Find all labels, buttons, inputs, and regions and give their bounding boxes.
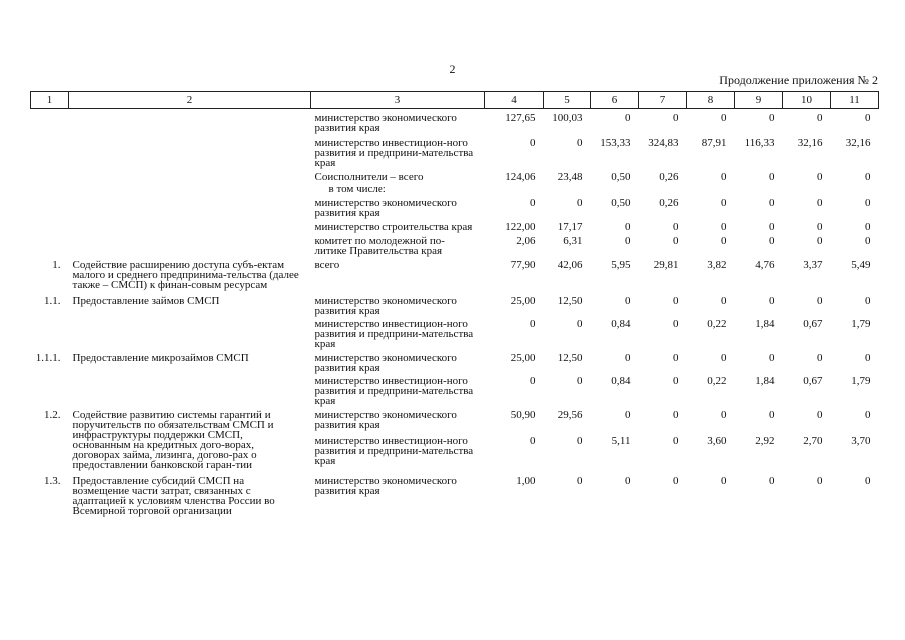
- value-cell: 0: [625, 475, 631, 487]
- value-cell: 29,56: [557, 409, 583, 421]
- event-name: [69, 316, 311, 349]
- column-header: 6: [591, 92, 639, 109]
- value-cell: 0: [817, 171, 823, 183]
- value-cell: 0: [817, 295, 823, 307]
- value-cell: 0: [817, 235, 823, 247]
- value-cell: 0: [769, 352, 775, 364]
- value-cell: 0: [673, 352, 679, 364]
- table-row: [31, 256, 879, 290]
- value-cell: 1,79: [851, 318, 871, 330]
- value-cell: 0: [721, 475, 727, 487]
- value-cell: [831, 182, 879, 194]
- value-cell: 0: [673, 318, 679, 330]
- executor: министерство инвестицион-ного развития и предприни-мательства края: [314, 435, 474, 468]
- event-name: Предоставление микрозаймов СМСП: [72, 352, 249, 364]
- event-name: [69, 218, 311, 232]
- table-row: [31, 316, 879, 349]
- value-cell: [639, 182, 687, 194]
- value-cell: 0,22: [707, 375, 727, 387]
- value-cell: 0: [769, 171, 775, 183]
- value-cell: [783, 182, 831, 194]
- value-cell: 0: [625, 221, 631, 233]
- executor: всего: [314, 259, 340, 271]
- value-cell: 3,70: [851, 435, 871, 448]
- value-cell: 12,50: [557, 295, 583, 307]
- row-number: [31, 373, 69, 406]
- value-cell: 77,90: [510, 259, 536, 271]
- executor: Соисполнители – всего: [314, 171, 424, 183]
- value-cell: 0: [625, 235, 631, 247]
- executor: министерство инвестицион-ного развития и предприни-мательства края: [314, 318, 474, 350]
- value-cell: 0: [625, 112, 631, 124]
- value-cell: 0: [577, 375, 583, 387]
- executor: комитет по молодежной по-литике Правительства края: [314, 235, 445, 257]
- value-cell: 0: [865, 171, 871, 183]
- value-cell: 5,49: [851, 259, 871, 271]
- value-cell: 32,16: [845, 137, 871, 149]
- value-cell: 0: [817, 352, 823, 364]
- value-cell: 2,06: [516, 235, 536, 247]
- value-cell: 0: [865, 352, 871, 364]
- executor: министерство строительства края: [314, 221, 473, 233]
- value-cell: 127,65: [505, 112, 536, 124]
- value-cell: 0: [673, 409, 679, 421]
- row-number: 1.: [52, 259, 61, 271]
- column-header: 9: [735, 92, 783, 109]
- value-cell: [591, 182, 639, 194]
- value-cell: 0: [817, 112, 823, 124]
- value-cell: 0,84: [611, 318, 631, 330]
- table-row: [31, 133, 879, 168]
- value-cell: 87,91: [701, 137, 727, 149]
- value-cell: 324,83: [648, 137, 679, 149]
- table-body: [31, 92, 879, 517]
- value-cell: 32,16: [797, 137, 823, 149]
- value-cell: [485, 182, 544, 194]
- value-cell: 25,00: [510, 295, 536, 307]
- executor: министерство инвестицион-ного развития и предприни-мательства края: [314, 137, 474, 169]
- value-cell: 0: [673, 375, 679, 387]
- value-cell: 42,06: [557, 259, 583, 271]
- row-number: [31, 194, 69, 218]
- value-cell: 3,82: [707, 259, 727, 271]
- value-cell: 0: [865, 409, 871, 421]
- column-header: 2: [69, 92, 311, 109]
- value-cell: 0,67: [803, 375, 823, 387]
- row-number: [31, 109, 69, 134]
- value-cell: 1,84: [755, 318, 775, 330]
- value-cell: 5,11: [611, 435, 631, 448]
- value-cell: 0,50: [611, 171, 631, 183]
- value-cell: 0: [673, 475, 679, 487]
- value-cell: [544, 182, 591, 194]
- executor: министерство экономического развития края: [314, 112, 457, 134]
- header-row: [31, 92, 879, 109]
- value-cell: 0: [673, 221, 679, 233]
- executor: министерство экономического развития края: [314, 197, 457, 219]
- table-row: [31, 373, 879, 406]
- column-header: 1: [31, 92, 69, 109]
- event-name: Предоставление субсидий СМСП на возмещение части затрат, связанных с адаптацией к условиям членства России во Всемирной торговой организации: [72, 475, 275, 517]
- column-header: 8: [687, 92, 735, 109]
- value-cell: 0: [530, 318, 536, 330]
- continuation-caption: Продолжение приложения № 2: [719, 73, 878, 87]
- table-row: [31, 290, 879, 316]
- value-cell: 1,79: [851, 375, 871, 387]
- value-cell: 0: [769, 221, 775, 233]
- row-number: 1.1.1.: [35, 352, 61, 364]
- value-cell: 116,33: [744, 137, 775, 149]
- value-cell: 0: [817, 475, 823, 487]
- value-cell: 153,33: [600, 137, 631, 149]
- column-header: 7: [639, 92, 687, 109]
- value-cell: 0: [673, 112, 679, 124]
- value-cell: 2,70: [803, 435, 823, 448]
- value-cell: 124,06: [505, 171, 536, 183]
- value-cell: 0,22: [707, 318, 727, 330]
- value-cell: 0: [530, 197, 536, 209]
- value-cell: 0: [673, 295, 679, 307]
- value-cell: 0: [577, 475, 583, 487]
- value-cell: 1,84: [755, 375, 775, 387]
- value-cell: 3,37: [803, 259, 823, 271]
- event-name: [69, 373, 311, 406]
- table-row: [31, 349, 879, 373]
- table-row: [31, 232, 879, 256]
- value-cell: 0: [721, 235, 727, 247]
- value-cell: 0: [721, 197, 727, 209]
- value-cell: 0: [769, 112, 775, 124]
- value-cell: 0: [673, 235, 679, 247]
- event-name: [69, 194, 311, 218]
- row-number: [31, 232, 69, 256]
- event-name: [69, 232, 311, 256]
- value-cell: 0: [865, 112, 871, 124]
- value-cell: 0: [530, 137, 536, 149]
- value-cell: 23,48: [557, 171, 583, 183]
- value-cell: 3,60: [707, 435, 727, 448]
- value-cell: 0: [577, 197, 583, 209]
- value-cell: 0,26: [659, 197, 679, 209]
- row-number: [31, 218, 69, 232]
- value-cell: 0: [721, 171, 727, 183]
- value-cell: 0: [865, 475, 871, 487]
- value-cell: 0: [673, 435, 679, 448]
- column-header: 3: [311, 92, 485, 109]
- value-cell: 0: [769, 295, 775, 307]
- value-cell: 0: [625, 352, 631, 364]
- value-cell: 0: [530, 435, 536, 448]
- table-row: [31, 168, 879, 182]
- value-cell: 5,95: [611, 259, 631, 271]
- event-name: [69, 109, 311, 134]
- row-number: [31, 168, 69, 182]
- value-cell: [687, 182, 735, 194]
- value-cell: 0: [769, 409, 775, 421]
- column-header: 4: [485, 92, 544, 109]
- value-cell: 29,81: [653, 259, 679, 271]
- value-cell: 0: [721, 295, 727, 307]
- table-row: [31, 470, 879, 516]
- row-number: 1.1.: [44, 295, 61, 307]
- table-row: [31, 182, 879, 194]
- value-cell: 12,50: [557, 352, 583, 364]
- value-cell: 0: [865, 221, 871, 233]
- value-cell: 0: [865, 295, 871, 307]
- table-row: [31, 218, 879, 232]
- event-name: Предоставление займов СМСП: [72, 295, 220, 307]
- value-cell: 0: [721, 352, 727, 364]
- row-number: [31, 316, 69, 349]
- table-row: [31, 109, 879, 134]
- executor: министерство экономического развития края: [314, 475, 457, 497]
- value-cell: 0,67: [803, 318, 823, 330]
- value-cell: [735, 182, 783, 194]
- column-header: 5: [544, 92, 591, 109]
- executor: в том числе:: [328, 183, 386, 195]
- value-cell: 25,00: [510, 352, 536, 364]
- value-cell: 0,84: [611, 375, 631, 387]
- column-header: 11: [831, 92, 879, 109]
- value-cell: 0: [865, 197, 871, 209]
- value-cell: 0,26: [659, 171, 679, 183]
- value-cell: 50,90: [510, 409, 536, 421]
- row-number: 1.2.: [44, 409, 61, 421]
- row-number: [31, 133, 69, 168]
- value-cell: 0: [577, 137, 583, 149]
- event-name: Содействие развитию системы гарантий и поручительств по обязательствам СМСП и инфраструктуры поддержки СМСП, основанным на кредитных дого-ворах, договорах займа, лизинга, догово-рах о предоставлении банковской гаран-тии: [72, 409, 274, 471]
- value-cell: 0: [817, 221, 823, 233]
- value-cell: 0: [769, 197, 775, 209]
- value-cell: 1,00: [516, 475, 536, 487]
- value-cell: 4,76: [755, 259, 775, 271]
- value-cell: 0: [769, 235, 775, 247]
- event-name: Содействие расширению доступа субъ-ектам малого и среднего предпринима-тельства (далее также – СМСП) к финан-совым ресурсам: [72, 259, 299, 291]
- column-header: 10: [783, 92, 831, 109]
- value-cell: 0,50: [611, 197, 631, 209]
- value-cell: 6,31: [563, 235, 583, 247]
- event-name: [69, 168, 311, 182]
- value-cell: 17,17: [557, 221, 583, 233]
- value-cell: 2,92: [755, 435, 775, 448]
- value-cell: 0: [817, 197, 823, 209]
- executor: министерство инвестицион-ного развития и предприни-мательства края: [314, 375, 474, 407]
- value-cell: 0: [865, 235, 871, 247]
- value-cell: 0: [530, 375, 536, 387]
- table-row: [31, 194, 879, 218]
- value-cell: 0: [769, 475, 775, 487]
- event-name: [69, 182, 311, 194]
- page-number: 2: [449, 62, 456, 76]
- row-number: [31, 182, 69, 194]
- row-number: [31, 432, 69, 470]
- value-cell: 0: [625, 295, 631, 307]
- value-cell: 0: [577, 435, 583, 448]
- program-table: [30, 91, 879, 516]
- value-cell: 0: [721, 409, 727, 421]
- value-cell: 122,00: [505, 221, 536, 233]
- executor: министерство экономического развития края: [314, 409, 457, 431]
- table-row: [31, 406, 879, 432]
- executor: министерство экономического развития края: [314, 295, 457, 317]
- value-cell: 0: [625, 409, 631, 421]
- value-cell: 0: [577, 318, 583, 330]
- value-cell: 0: [817, 409, 823, 421]
- executor: министерство экономического развития края: [314, 352, 457, 374]
- event-name: [69, 133, 311, 168]
- value-cell: 100,03: [552, 112, 583, 124]
- value-cell: 0: [721, 112, 727, 124]
- row-number: 1.3.: [44, 475, 61, 487]
- value-cell: 0: [721, 221, 727, 233]
